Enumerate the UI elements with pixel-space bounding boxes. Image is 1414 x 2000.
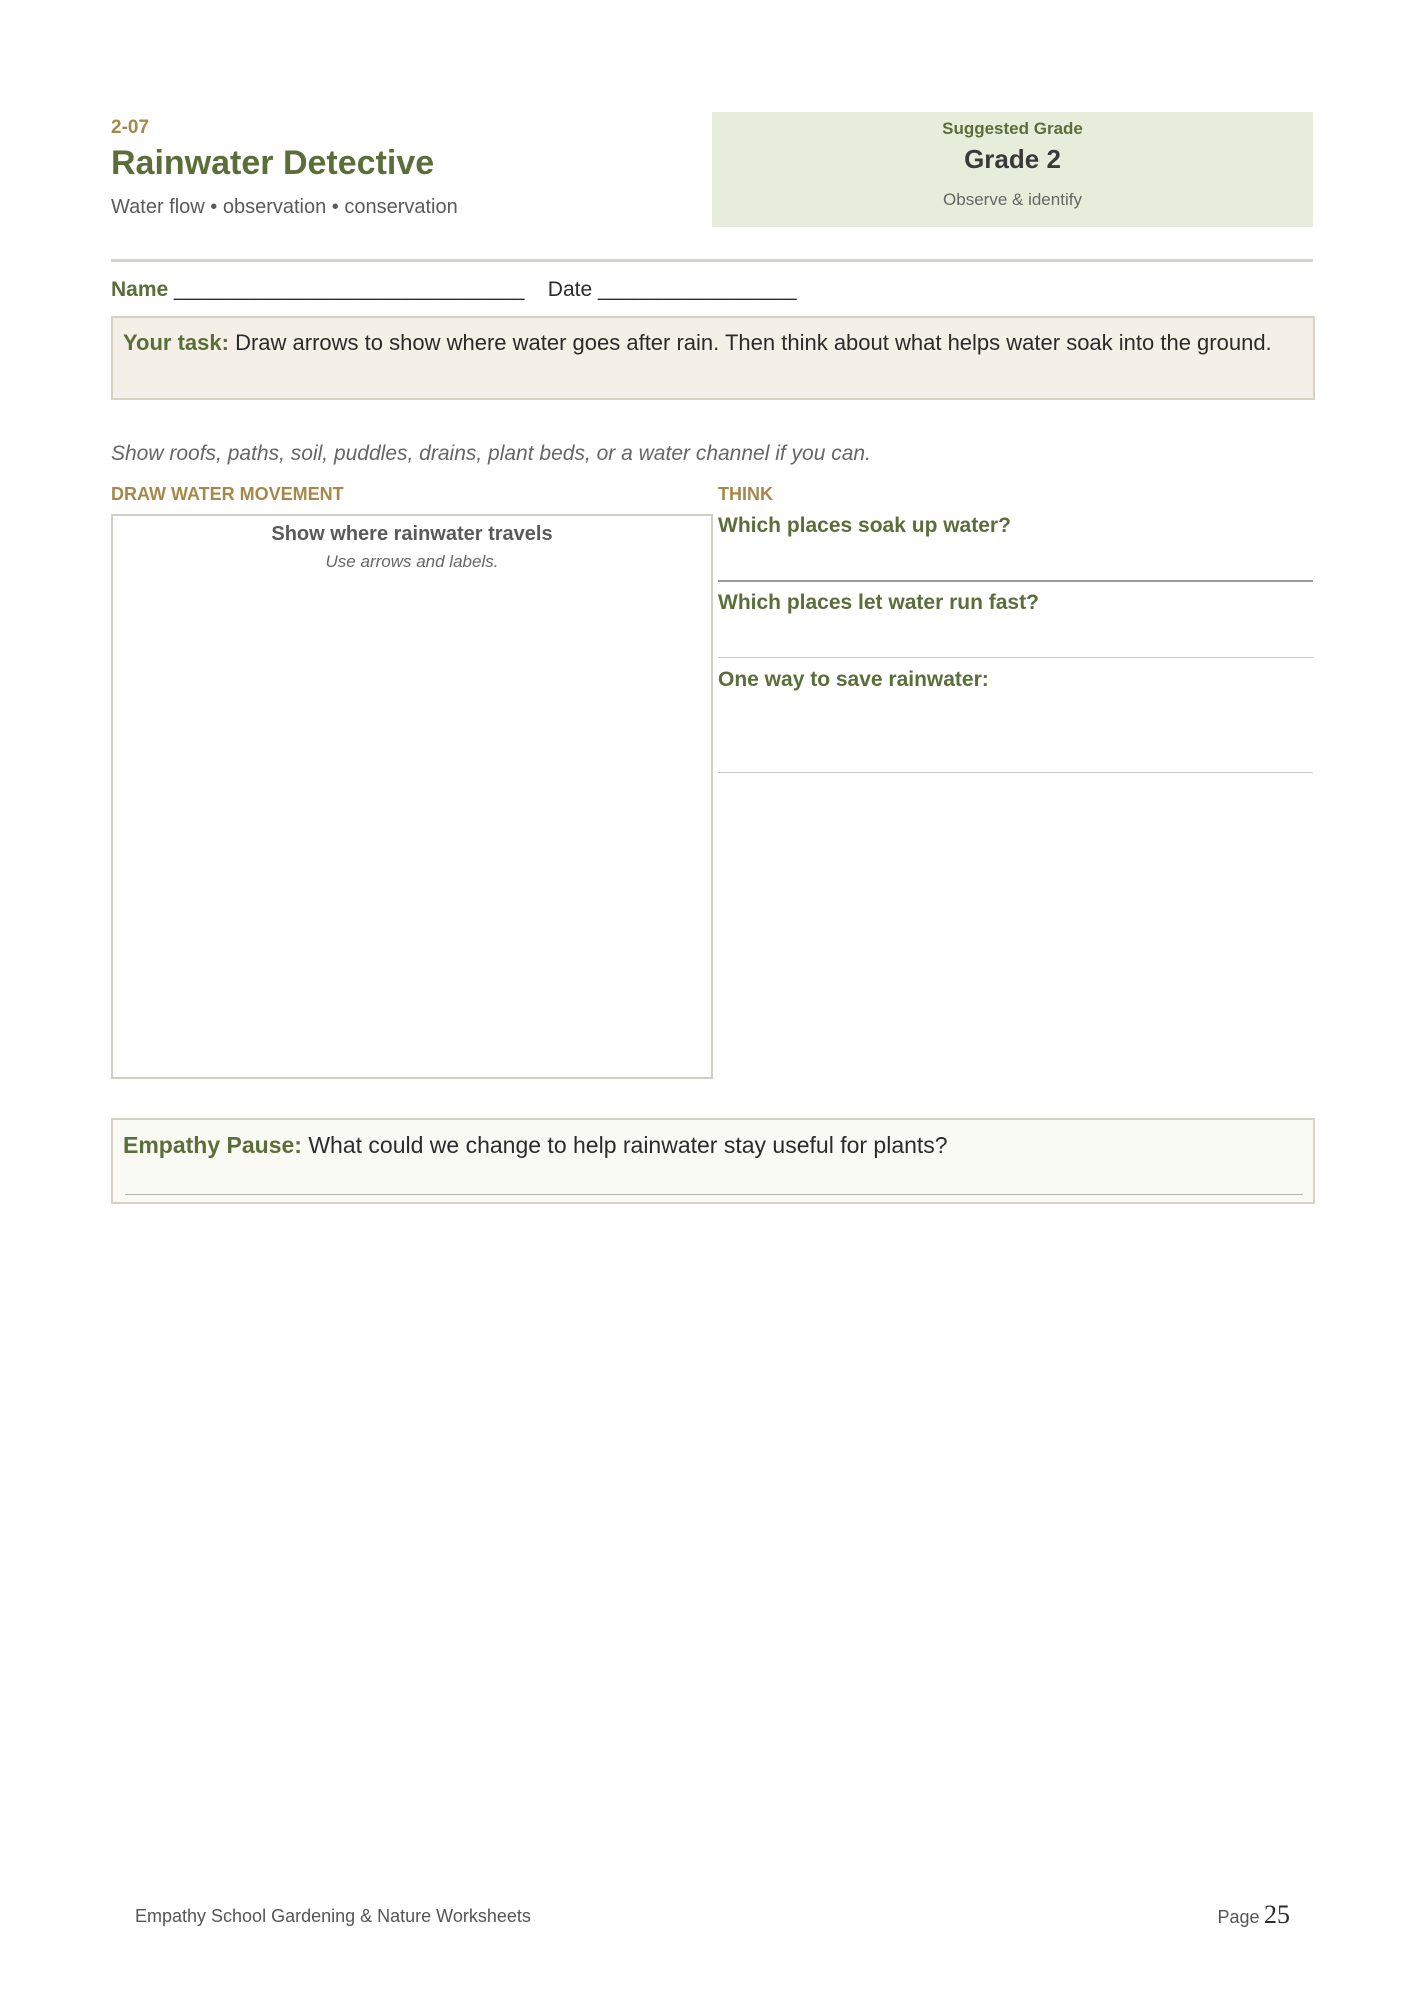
page-title: Rainwater Detective bbox=[111, 144, 435, 182]
date-label: Date bbox=[547, 278, 593, 301]
grade-subtitle: Observe & identify bbox=[943, 190, 1082, 209]
task-box bbox=[111, 316, 1315, 400]
answer-line-soak[interactable] bbox=[718, 580, 1313, 582]
worksheet-code: 2-07 bbox=[111, 117, 150, 138]
grade-box bbox=[712, 112, 1313, 227]
think-section-label: THINK bbox=[718, 484, 773, 504]
page-number bbox=[1218, 1900, 1291, 1930]
draw-section-label: DRAW WATER MOVEMENT bbox=[111, 484, 344, 504]
drawing-hint: Show roofs, paths, soil, puddles, drains, plant beds, or a water channel if you can. bbox=[111, 442, 871, 465]
empathy-answer-line[interactable] bbox=[125, 1194, 1303, 1195]
empathy-pause-box bbox=[111, 1118, 1315, 1204]
name-field[interactable]: ______________________________ bbox=[174, 278, 525, 301]
footer-series-title: Empathy School Gardening & Nature Worksheets bbox=[135, 1906, 531, 1926]
empathy-pause-text: What could we change to help rainwater stay useful for plants? bbox=[308, 1132, 948, 1158]
task-text: Draw arrows to show where water goes after rain. Then think about what helps water soak into the ground. bbox=[235, 330, 1272, 355]
question-run-fast: Which places let water run fast? bbox=[718, 591, 1039, 614]
drawing-area[interactable] bbox=[111, 514, 713, 1079]
question-save-rainwater: One way to save rainwater: bbox=[718, 668, 989, 691]
page-number-value: 25 bbox=[1264, 1900, 1290, 1929]
grade-label: Suggested Grade bbox=[942, 119, 1083, 138]
drawing-area-title: Show where rainwater travels bbox=[271, 523, 553, 545]
empathy-pause-label: Empathy Pause: bbox=[123, 1132, 302, 1158]
name-date-line bbox=[111, 278, 797, 302]
name-label: Name bbox=[111, 278, 169, 301]
task-label: Your task: bbox=[123, 330, 229, 355]
empathy-pause-prompt bbox=[123, 1132, 948, 1159]
drawing-area-subtitle: Use arrows and labels. bbox=[325, 552, 499, 571]
date-field[interactable]: _________________ bbox=[597, 278, 797, 301]
page-label: Page bbox=[1217, 1907, 1260, 1927]
grade-value: Grade 2 bbox=[964, 144, 1061, 174]
question-soak: Which places soak up water? bbox=[718, 514, 1011, 537]
header-divider bbox=[111, 259, 1313, 262]
page-subtitle: Water flow • observation • conservation bbox=[111, 196, 458, 218]
answer-line-run-fast[interactable] bbox=[718, 657, 1313, 658]
answer-line-save-rainwater[interactable] bbox=[718, 772, 1313, 773]
